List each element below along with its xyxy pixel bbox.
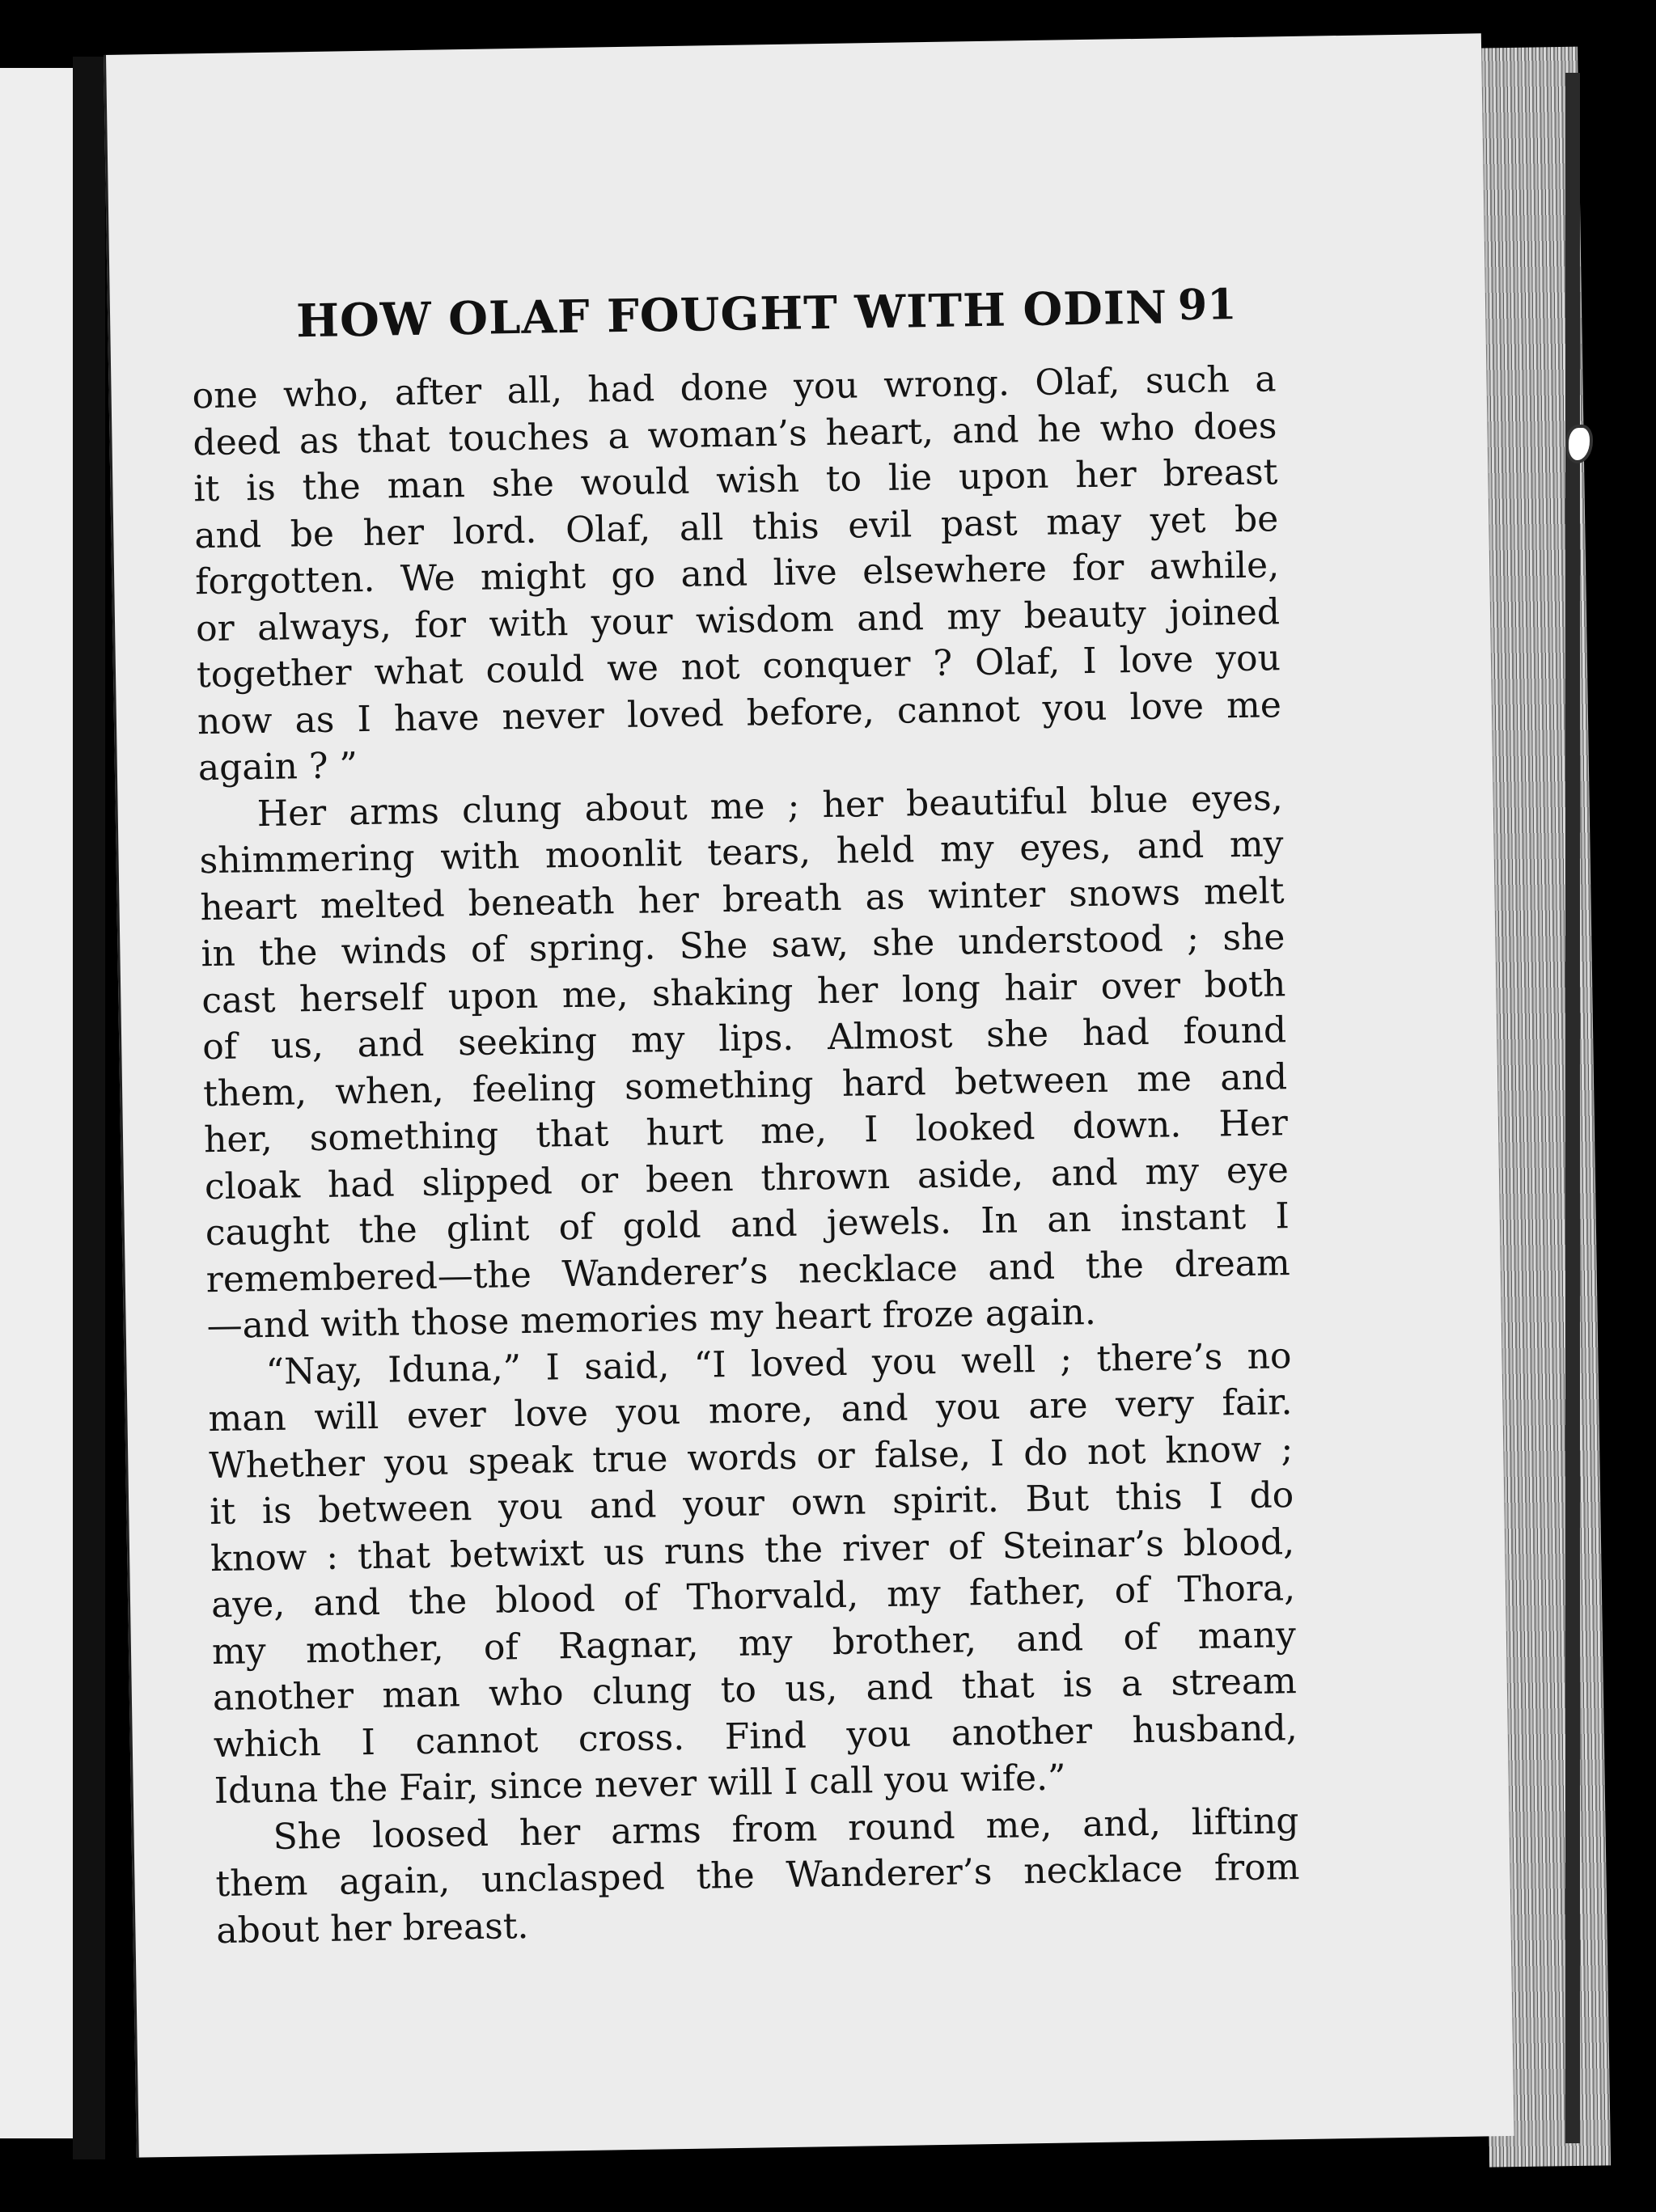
text-line: and be her lord. Olaf, all this evil past may yet be (193, 497, 1279, 556)
text-line: another man who clung to us, and that is a stream (212, 1660, 1298, 1719)
text-line: shimmering with moonlit tears, held my eyes, and my (199, 823, 1284, 882)
text-line: my mother, of Ragnar, my brother, and of many (211, 1614, 1297, 1673)
text-line: it is the man she would wish to lie upon her breast (193, 451, 1278, 510)
text-line: Whether you speak true words or false, I do not know ; (209, 1427, 1294, 1487)
text-line: aye, and the blood of Thorvald, my father, of Thora, (210, 1567, 1296, 1626)
text-line: her, something that hurt me, I looked down. Her (203, 1102, 1289, 1161)
text-line: in the winds of spring. She saw, she understood ; she (201, 916, 1285, 975)
text-line: them again, unclasped the Wanderer’s necklace from (215, 1846, 1300, 1905)
body-text (192, 356, 1301, 1954)
text-line: them, when, feeling something hard between me and (202, 1055, 1288, 1114)
book-gutter (73, 57, 105, 2159)
text-line: now as I have never loved before, cannot you love me (197, 683, 1282, 742)
paragraph-start-line: “Nay, Iduna,” I said, “I loved you well ; there’s no (265, 1334, 1292, 1393)
page-number: 91 (1177, 280, 1237, 331)
text-line: about her breast. (216, 1905, 529, 1952)
text-line: which I cannot cross. Find you another husband, (213, 1707, 1298, 1766)
text-line: of us, and seeking my lips. Almost she had found (201, 1009, 1287, 1068)
text-line: caught the glint of gold and jewels. In an instant I (205, 1195, 1290, 1254)
text-line: deed as that touches a woman’s heart, and he who does (193, 404, 1277, 463)
paragraph-start-line: Her arms clung about me ; her beautiful blue eyes, (256, 776, 1284, 835)
left-page-edge (0, 68, 78, 2138)
text-line: again ? ” (197, 745, 358, 789)
text-line: remembered—the Wanderer’s necklace and the dream (205, 1241, 1291, 1301)
running-head: HOW OLAF FOUGHT WITH ODIN (295, 281, 1168, 349)
text-line: heart melted beneath her breath as winter snows melt (200, 869, 1285, 928)
text-line: know : that betwixt us runs the river of Steinar’s blood, (210, 1520, 1295, 1580)
text-line: —and with those memories my heart froze again. (206, 1291, 1097, 1347)
page-edges-shadow (1565, 73, 1580, 2143)
paper-smudge (1565, 425, 1593, 463)
text-line: forgotten. We might go and live elsewhere for awhile, (194, 544, 1280, 603)
text-line: or always, for with your wisdom and my beauty joined (195, 590, 1281, 649)
text-line: cloak had slipped or been thrown aside, and my eye (204, 1148, 1290, 1208)
text-line: together what could we not conquer ? Olaf, I love you (196, 637, 1281, 696)
right-page (104, 33, 1514, 2157)
text-line: it is between you and your own spirit. But this I do (209, 1474, 1294, 1533)
text-line: man will ever love you more, and you are very fair. (208, 1381, 1293, 1440)
text-line: one who, after all, had done you wrong. Olaf, such a (192, 358, 1277, 417)
text-line: Iduna the Fair, since never will I call you wife.” (214, 1757, 1066, 1812)
paragraph-start-line: She loosed her arms from round me, and, lifting (273, 1800, 1299, 1858)
text-line: cast herself upon me, shaking her long hair over both (201, 962, 1286, 1021)
